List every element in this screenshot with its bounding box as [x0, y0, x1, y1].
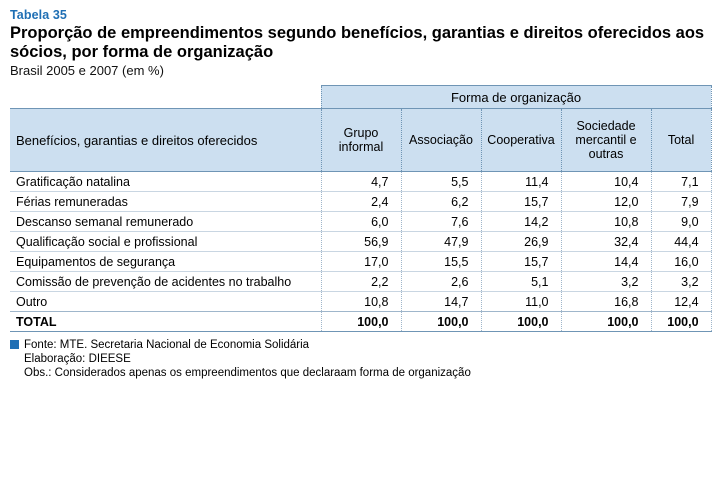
observation-text: Obs.: Considerados apenas os empreendimentos que declaraam forma de organização [24, 367, 471, 379]
cell-value: 7,1 [651, 172, 711, 192]
cell-value: 10,4 [561, 172, 651, 192]
column-header-row-label: Benefícios, garantias e direitos oferecidos [10, 109, 321, 172]
cell-value: 14,2 [481, 212, 561, 232]
column-header-grupo-informal: Grupo informal [321, 109, 401, 172]
cell-value: 17,0 [321, 252, 401, 272]
cell-value-total: 100,0 [321, 312, 401, 332]
table-head-columns-row [10, 109, 711, 172]
cell-value: 47,9 [401, 232, 481, 252]
cell-value: 12,0 [561, 192, 651, 212]
cell-value: 14,4 [561, 252, 651, 272]
cell-value: 2,6 [401, 272, 481, 292]
header-spacer-cell [10, 86, 321, 109]
cell-value-total: 100,0 [651, 312, 711, 332]
cell-value: 56,9 [321, 232, 401, 252]
row-label: Outro [10, 292, 321, 312]
cell-value: 3,2 [561, 272, 651, 292]
table-head [10, 86, 711, 172]
cell-value: 44,4 [651, 232, 711, 252]
table-head-group-row [10, 86, 711, 109]
table-row [10, 172, 711, 192]
column-header-total: Total [651, 109, 711, 172]
cell-value: 15,7 [481, 192, 561, 212]
table-number-label: Tabela 35 [10, 8, 67, 22]
cell-value: 2,4 [321, 192, 401, 212]
row-label: Descanso semanal remunerado [10, 212, 321, 232]
data-table [10, 85, 712, 332]
cell-value: 7,6 [401, 212, 481, 232]
table-row [10, 192, 711, 212]
table-body [10, 172, 711, 332]
source-text: Fonte: MTE. Secretaria Nacional de Economia Solidária [24, 339, 310, 351]
row-label: Férias remuneradas [10, 192, 321, 212]
cell-value: 14,7 [401, 292, 481, 312]
source-line [10, 338, 711, 352]
table-row [10, 212, 711, 232]
page-title: Proporção de empreendimentos segundo benefícios, garantias e direitos oferecidos aos sócios, por forma de organização [10, 24, 705, 61]
table-row-total [10, 312, 711, 332]
elaboration-text: Elaboração: DIEESE [24, 353, 131, 365]
cell-value: 6,2 [401, 192, 481, 212]
cell-value: 2,2 [321, 272, 401, 292]
cell-value: 16,8 [561, 292, 651, 312]
cell-value: 4,7 [321, 172, 401, 192]
cell-value: 32,4 [561, 232, 651, 252]
table-notes [10, 338, 711, 380]
row-label: Comissão de prevenção de acidentes no trabalho [10, 272, 321, 292]
cell-value-total: 100,0 [401, 312, 481, 332]
cell-value: 6,0 [321, 212, 401, 232]
cell-value: 15,5 [401, 252, 481, 272]
column-header-sociedade-mercantil-e-outras: Sociedade mercantil e outras [561, 109, 651, 172]
table-row [10, 252, 711, 272]
cell-value: 3,2 [651, 272, 711, 292]
cell-value: 15,7 [481, 252, 561, 272]
column-header-cooperativa: Cooperativa [481, 109, 561, 172]
group-header-forma-de-organizacao: Forma de organização [321, 86, 711, 109]
cell-value: 10,8 [561, 212, 651, 232]
page-subtitle: Brasil 2005 e 2007 (em %) [10, 63, 164, 78]
row-label: Gratificação natalina [10, 172, 321, 192]
cell-value: 12,4 [651, 292, 711, 312]
cell-value: 5,5 [401, 172, 481, 192]
row-label: Qualificação social e profissional [10, 232, 321, 252]
table-row [10, 292, 711, 312]
cell-value: 26,9 [481, 232, 561, 252]
row-label: Equipamentos de segurança [10, 252, 321, 272]
table-row [10, 232, 711, 252]
table-row [10, 272, 711, 292]
square-bullet-icon [10, 340, 19, 349]
cell-value-total: 100,0 [561, 312, 651, 332]
cell-value: 11,0 [481, 292, 561, 312]
cell-value: 9,0 [651, 212, 711, 232]
cell-value: 11,4 [481, 172, 561, 192]
row-label-total: TOTAL [10, 312, 321, 332]
cell-value: 7,9 [651, 192, 711, 212]
cell-value-total: 100,0 [481, 312, 561, 332]
column-header-associacao: Associação [401, 109, 481, 172]
cell-value: 16,0 [651, 252, 711, 272]
cell-value: 5,1 [481, 272, 561, 292]
cell-value: 10,8 [321, 292, 401, 312]
